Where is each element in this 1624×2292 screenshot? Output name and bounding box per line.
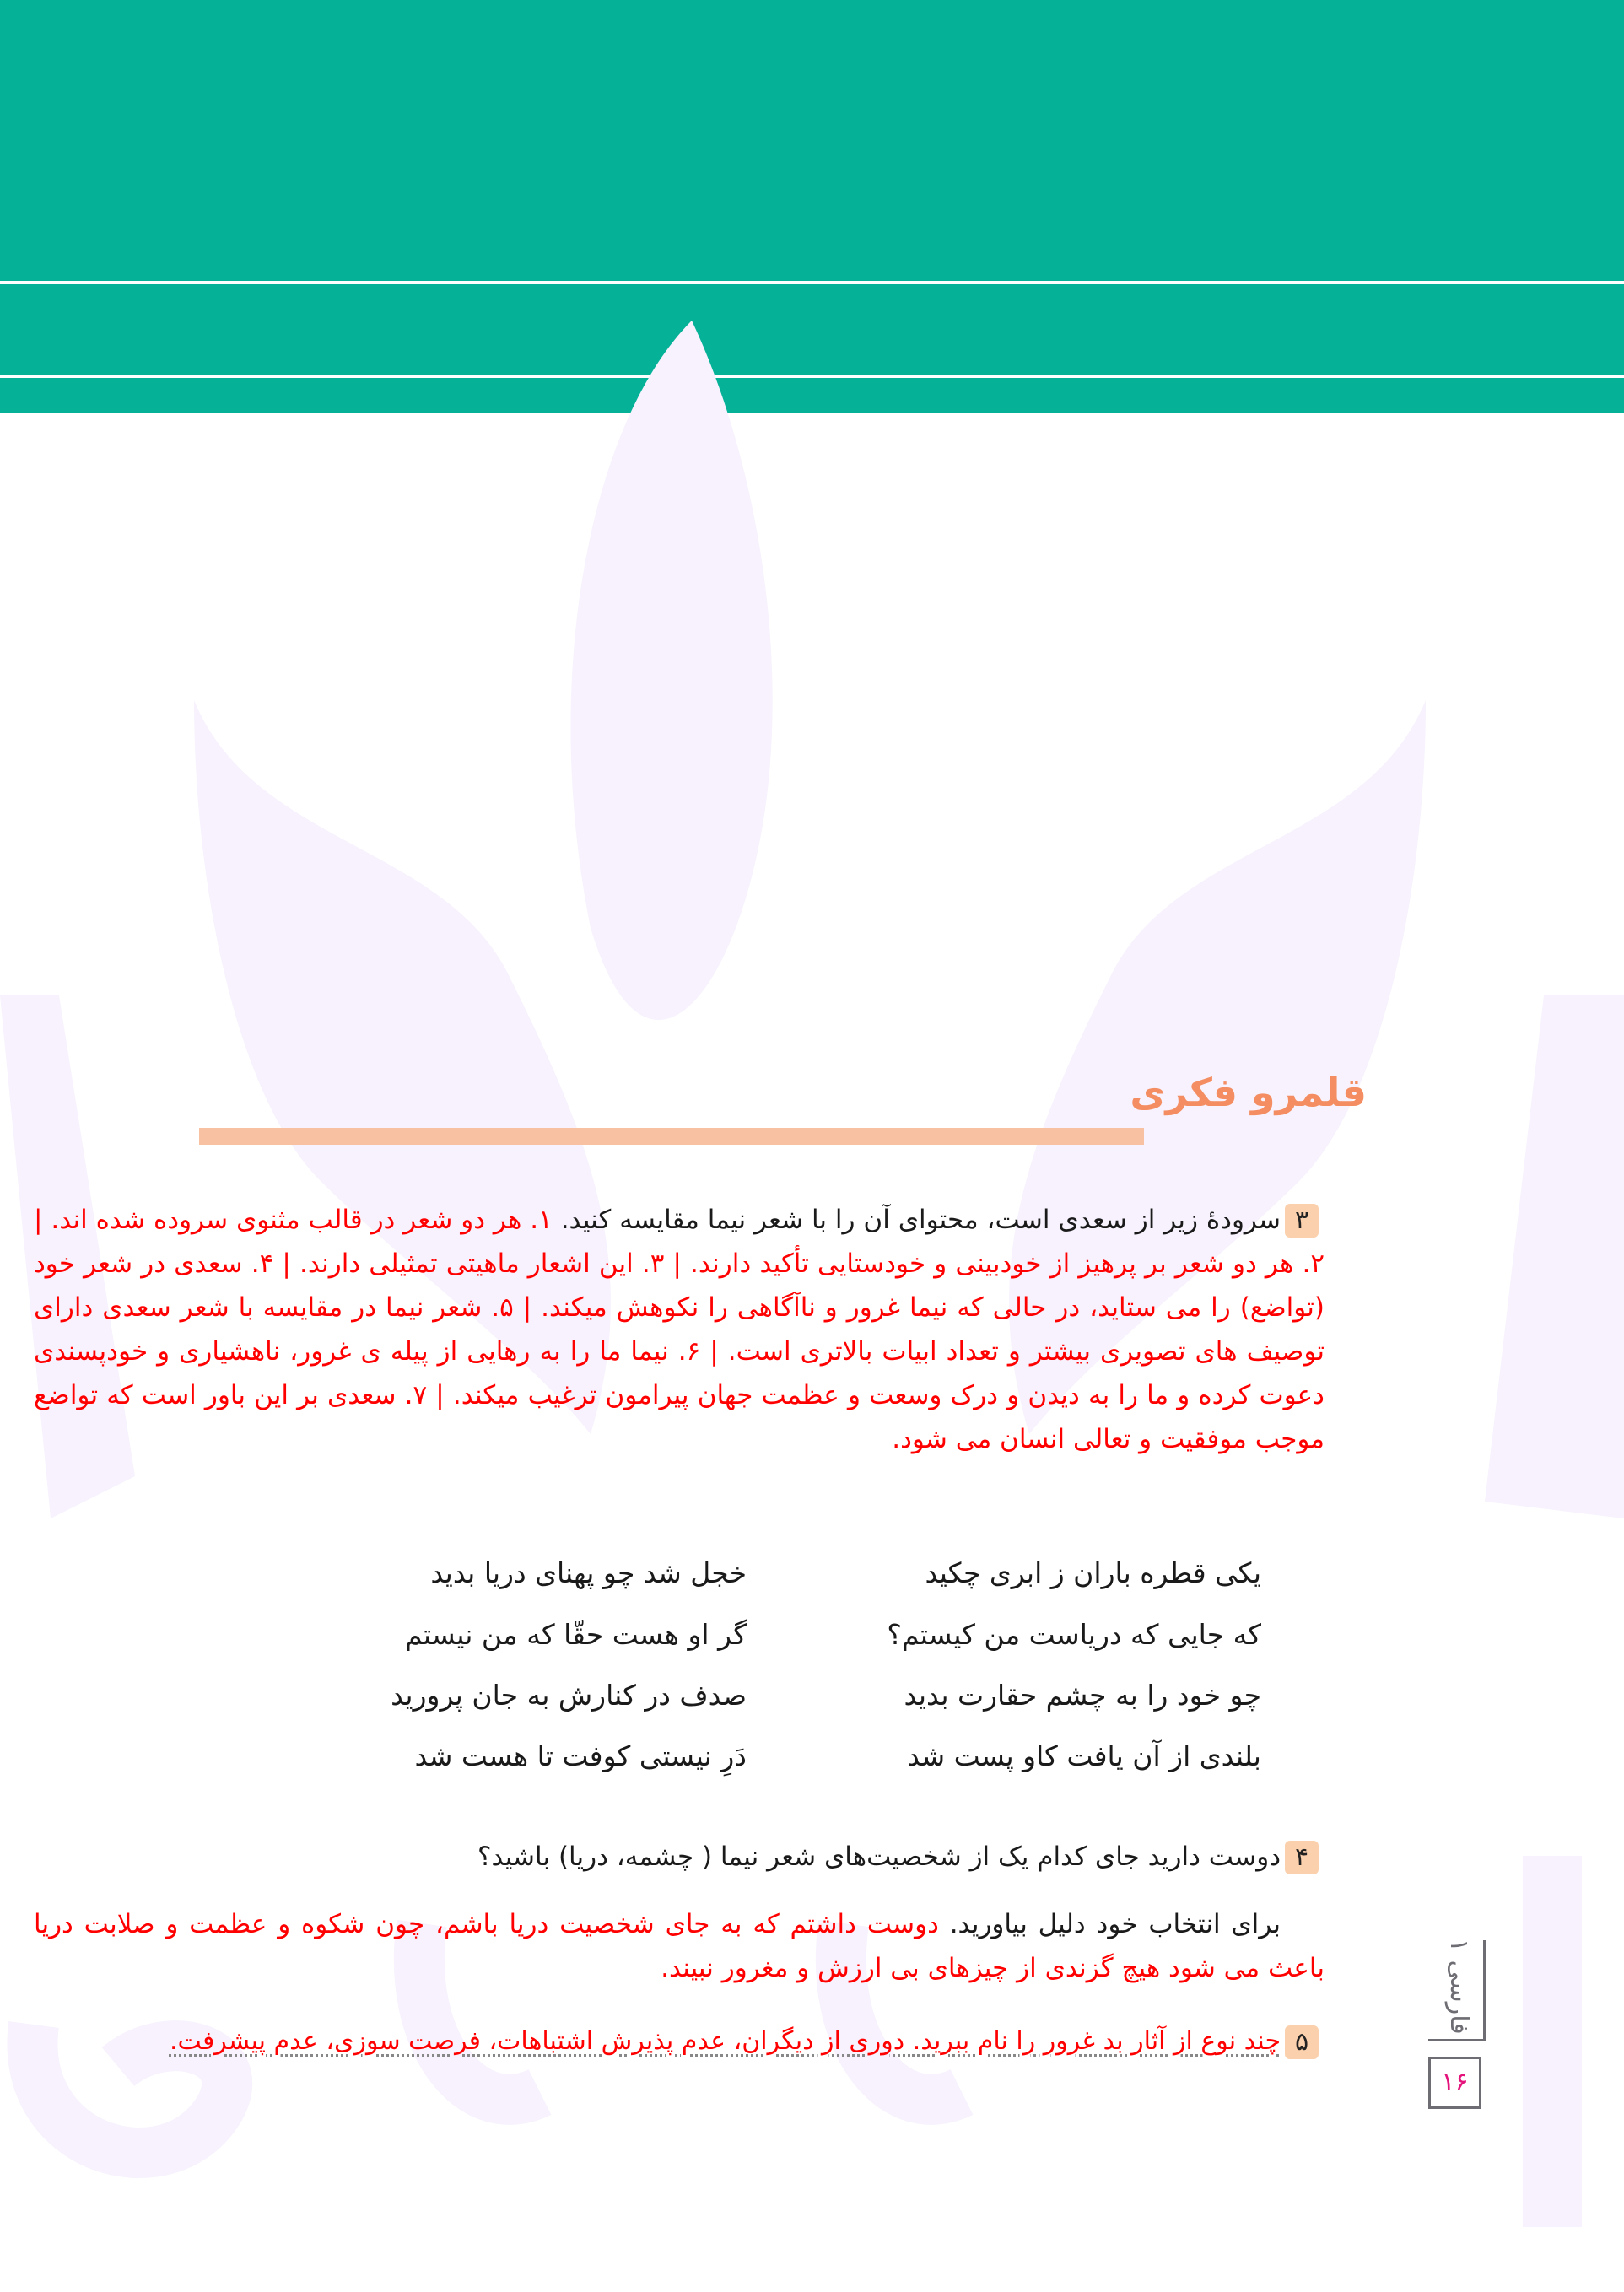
question-3-prompt: سرودهٔ زیر از سعدی است، محتوای آن را با شعر نیما مقایسه کنید. xyxy=(560,1205,1281,1235)
poem-hemistich-left: صدف در کنارش به جان پرورید xyxy=(391,1679,747,1712)
question-4-prompt: دوست دارید جای کدام یک از شخصیت‌های شعر نیما ( چشمه، دریا) باشید؟ xyxy=(477,1842,1281,1872)
poem-hemistich-left: خجل شد چو پهنای دریا بدید xyxy=(430,1556,747,1589)
poem-hemistich-left: گر او هست حقّا که من نیستم xyxy=(404,1618,747,1651)
question-4-answer: دوست داشتم که به جای شخصیت دریا باشم، چون شکوه و عظمت و صلابت دریا باعث می شود هیچ گزندی از چیزهای بی ارزش و مغرور نبیند. xyxy=(34,1909,1325,1983)
poem-hemistich-right: چو خود را به چشم حقارت بدید xyxy=(904,1679,1261,1712)
poem-hemistich-left: دَرِ نیستی کوفت تا هست شد xyxy=(414,1739,747,1772)
question-number-badge: ۴ xyxy=(1285,1841,1319,1874)
watermark-stripe-2 xyxy=(1485,995,1624,1518)
question-4-prompt-2: برای انتخاب خود دلیل بیاورید. xyxy=(949,1909,1281,1939)
poem-hemistich-right: که جایی که دریاست من کیستم؟ xyxy=(887,1618,1261,1651)
section-title: قلمرو فکری xyxy=(1130,1070,1367,1115)
watermark-flame-center xyxy=(570,321,772,1020)
poem-hemistich-right: یکی قطره باران ز ابری چکید xyxy=(925,1556,1261,1589)
question-4-prompt-line xyxy=(253,1835,1325,1879)
question-3-answer: ۱. هر دو شعر در قالب مثنوی سروده شده اند. | ۲. هر دو شعر بر پرهیز از خودبینی و خودستایی تأکید دارند. | ۳. این اشعار ماهیتی تمثیلی دارند. | ۴. سعدی در شعر خود (تواضع) را می ستاید، در حالی که نیما غرور و ناآگاهی را نکوهش میکند. | ۵. شعر نیما در مقایسه با شعر سعدی دارای توصیف های تصویری بیشتر و تعداد ابیات بالاتری است. | ۶. نیما ما را به رهایی از پیله ی غرور، ناهشیاری و خودپسندی دعوت کرده و ما را به دیدن و درک وسعت و عظمت جهان پیرامون ترغیب میکند. | ۷. سعدی بر این باور است که تواضع موجب موفقیت و تعالی انسان می شود. xyxy=(34,1205,1325,1454)
question-number-badge: ۳ xyxy=(1285,1204,1319,1238)
section-title-bar xyxy=(199,1128,1144,1145)
question-4 xyxy=(34,1902,1325,1990)
book-label-rule-horizontal xyxy=(1428,2039,1486,2041)
question-number-badge: ۵ xyxy=(1285,2025,1319,2059)
question-5-prompt: چند نوع از آثار بد غرور را نام ببرید. xyxy=(912,2026,1281,2056)
question-5 xyxy=(0,2020,1325,2063)
book-label: فارسی ۱ xyxy=(1444,1939,1474,2035)
page-number: ۱۶ xyxy=(1428,2057,1481,2109)
question-3 xyxy=(34,1198,1325,1461)
question-5-answer: دوری از دیگران، عدم پذیرش اشتباهات، فرصت سوزی، عدم پیشرفت. xyxy=(169,2026,913,2056)
book-label-rule-vertical xyxy=(1483,1940,1486,2041)
poem-hemistich-right: بلندی از آن یافت کاو پست شد xyxy=(907,1739,1261,1772)
